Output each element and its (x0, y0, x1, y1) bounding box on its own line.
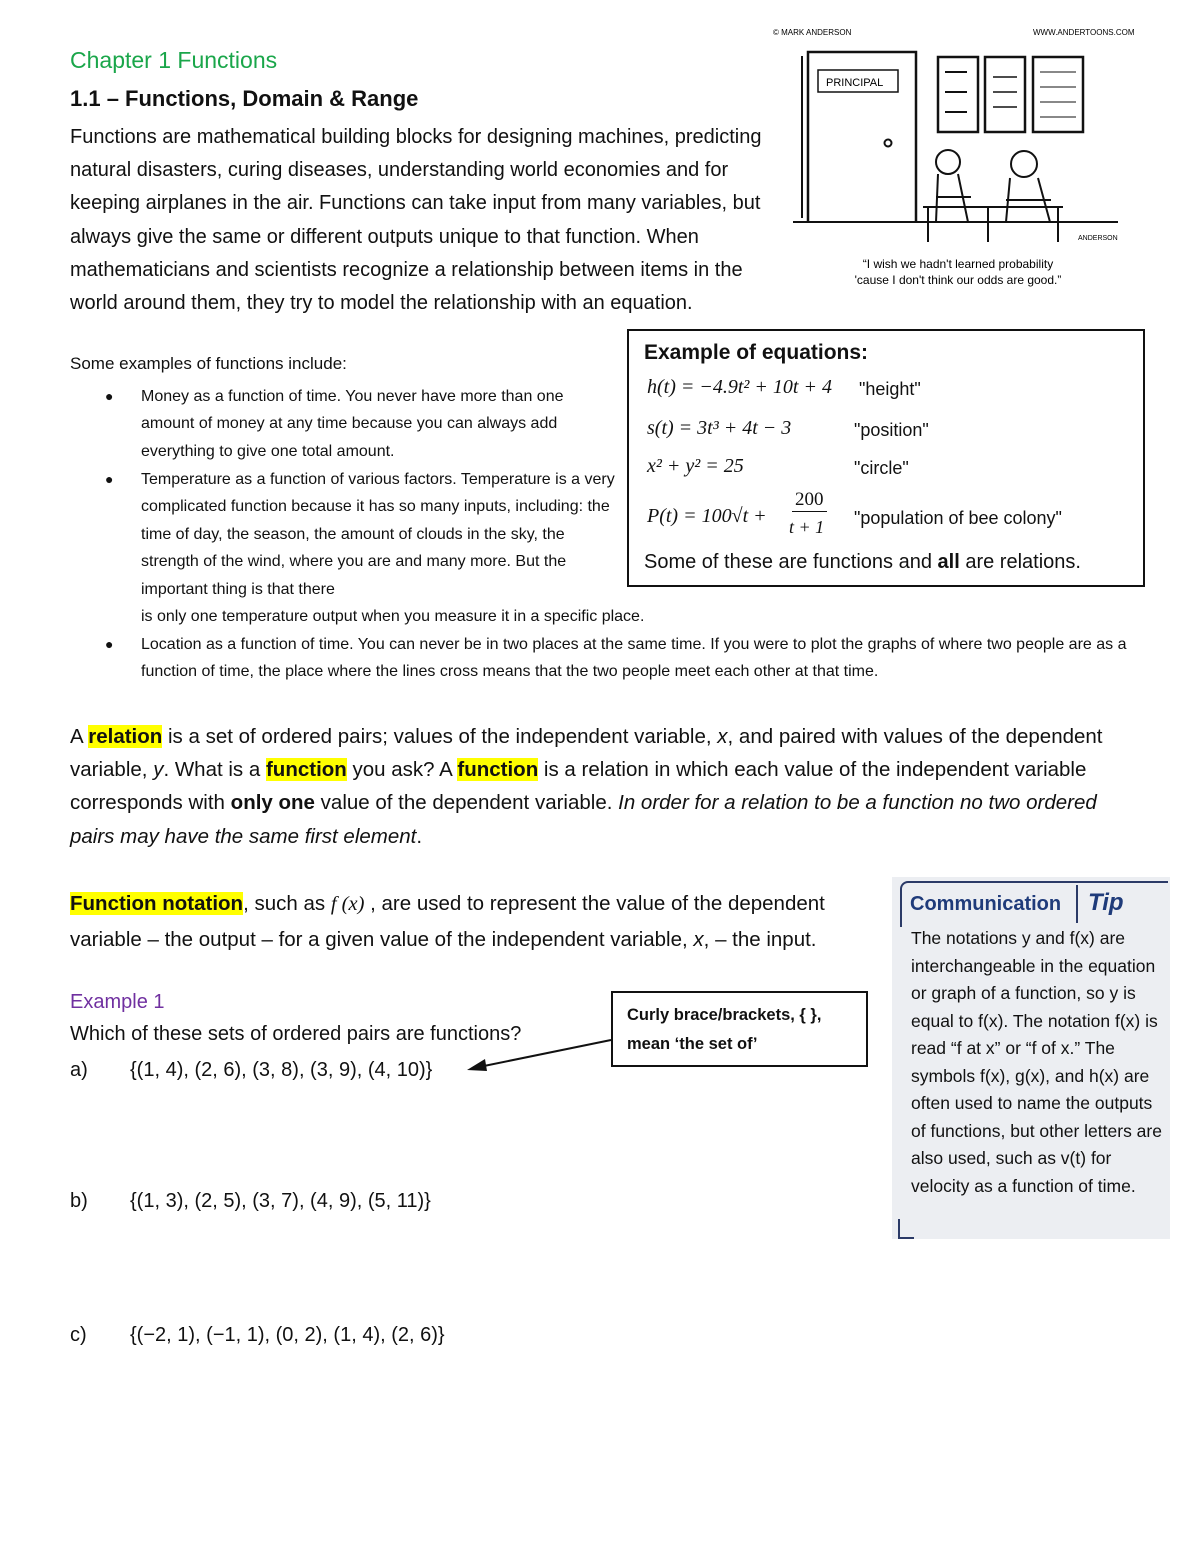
student-right-body (1006, 178, 1051, 222)
rel-y: y (153, 758, 164, 782)
tip-body: The notations y and f(x) are interchangeable in the equation or graph of a function, so y is equal to f(x). The notation f(x) is read “f at x” or “f of x.” The symbols f(x), g(x), and h(x) are often used to name the outputs of functions, but other letters are also used, such as v(t) for velocity as a function of time. (911, 928, 1162, 1196)
not-x: x (693, 928, 704, 951)
cartoon-caption-1: “I wish we hadn't learned probability (862, 257, 1054, 271)
term-function-1: function (265, 758, 347, 782)
section-title: 1.1 – Functions, Domain & Range (70, 86, 419, 111)
not-t1: , such as (243, 892, 331, 915)
curly-brace-note (611, 991, 868, 1067)
curly-note-line1: Curly brace/brackets, { }, (627, 1006, 822, 1024)
cartoon-caption-2: 'cause I don't think our odds are good.” (854, 273, 1062, 287)
arrow-head (467, 1059, 487, 1071)
equations-title: Example of equations: (644, 341, 869, 364)
item-b-label: b) (70, 1190, 88, 1212)
equation-population-lhs: P(t) = 100√t + (647, 505, 767, 527)
door-knob (885, 140, 892, 147)
term-function-2: function (457, 758, 539, 782)
label-circle: "circle" (854, 458, 909, 478)
curly-note-line2: mean ‘the set of’ (627, 1035, 758, 1053)
label-population: "population of bee colony" (854, 508, 1062, 528)
cartoon-site: WWW.ANDERTOONS.COM (1033, 28, 1135, 37)
example-question: Which of these sets of ordered pairs are functions? (70, 1023, 522, 1045)
board-1-notes (945, 72, 967, 112)
equation-population (647, 505, 767, 528)
tip-header-divider (1076, 885, 1078, 923)
student-left-head (936, 150, 960, 174)
rel-t6: is a relation in which each value of the independent variable corresponds with (70, 758, 1087, 815)
bullet-temperature (105, 466, 621, 603)
label-height: "height" (859, 379, 921, 399)
arrow-line (479, 1040, 611, 1067)
chapter-title: Chapter 1 Functions (70, 47, 278, 73)
note-post: are relations. (959, 551, 1081, 573)
tip-heading-tip: Tip (1088, 889, 1124, 916)
item-c-label: c) (70, 1324, 87, 1346)
note-pre: Some of these are functions and (644, 551, 938, 573)
bullet-dot: ● (105, 388, 114, 404)
board-3-notes (1040, 72, 1076, 117)
board-3 (1033, 57, 1083, 132)
bullet-dot: ● (105, 636, 114, 652)
rel-t5: you ask? A (346, 758, 458, 782)
tip-heading-communication: Communication (910, 893, 1062, 915)
intro-paragraph: Functions are mathematical building blocks for designing machines, predicting natural disasters, curing diseases, understanding world economies and for keeping airplanes in the air. Functions can take input from many variables, but always give the same or different outputs unique to that function. When mathematicians and scientists recognize a relationship between items in the world around them, they try to model the relationship with an equation. (70, 126, 762, 315)
not-t2: , are used to represent the value of the dependent variable – the output – for a given value of the independent variable, (70, 892, 825, 951)
rel-t4: . What is a (163, 758, 266, 782)
item-b-set: {(1, 3), (2, 5), (3, 7), (4, 9), (5, 11)} (130, 1190, 431, 1212)
board-2 (985, 57, 1025, 132)
cartoon-illustration (773, 22, 1135, 322)
item-a-set: {(1, 4), (2, 6), (3, 8), (3, 9), (4, 10)} (130, 1059, 433, 1081)
notation-paragraph (70, 886, 880, 958)
door-sign-text: PRINCIPAL (826, 77, 884, 89)
bullet-location (105, 631, 1161, 686)
equation-height: h(t) = −4.9t² + 10t + 4 (647, 376, 832, 398)
communication-tip-box (892, 877, 1170, 1239)
equation-population-denominator: t + 1 (789, 517, 825, 537)
examples-heading: Some examples of functions include: (70, 354, 347, 373)
note-bold: all (937, 551, 960, 573)
bullet-dot: ● (105, 471, 114, 487)
not-fx: f (x) (330, 893, 365, 915)
board-2-notes (993, 77, 1017, 107)
rel-t1: A (70, 725, 89, 748)
bullet-money-text: Money as a function of time. You never have more than one amount of money at any time because you can always add everything to give one total amount. (141, 388, 564, 460)
tip-corner (898, 1219, 914, 1239)
equations-note (644, 551, 1081, 574)
bullet-money (105, 383, 611, 465)
rel-t8: . (416, 824, 423, 848)
equation-circle: x² + y² = 25 (647, 455, 744, 477)
rel-only-one: only one (230, 791, 315, 815)
cartoon-signature: ANDERSON (1078, 235, 1118, 242)
rel-italic: In order for a relation to be a function no two ordered pairs may have the same first element (70, 791, 1097, 848)
equation-population-numerator: 200 (792, 489, 827, 512)
arrow-to-set (465, 1030, 615, 1075)
label-position: "position" (854, 420, 929, 440)
rel-t3: , and paired with values of the dependent variable, (70, 725, 1103, 782)
term-function-notation: Function notation (70, 892, 244, 915)
relation-paragraph (70, 720, 1140, 853)
rel-t2: is a set of ordered pairs; values of the independent variable, (162, 725, 718, 748)
equations-box (627, 329, 1145, 587)
rel-x: x (717, 725, 728, 748)
equation-position: s(t) = 3t³ + 4t − 3 (647, 417, 792, 439)
bench (923, 207, 1063, 242)
bullet-temperature-end: is only one temperature output when you measure it in a specific place. (141, 608, 645, 625)
cartoon-copyright: © MARK ANDERSON (773, 28, 852, 37)
bullet-location-text: Location as a function of time. You can never be in two places at the same time. If you were to plot the graphs of where two people are as a function of time, the place where the lines cross means that the two people meet each other at that time. (141, 636, 1127, 681)
item-c-set: {(−2, 1), (−1, 1), (0, 2), (1, 4), (2, 6)} (130, 1324, 445, 1346)
bullet-temperature-text: Temperature as a function of various factors. Temperature is a very complicated function because it has so many inputs, including: the time of day, the season, the amount of clouds in the sky, the strength of the wind, where you are and many more. But the important thing is that there (141, 471, 615, 598)
student-left-body (936, 174, 971, 222)
term-relation: relation (88, 725, 163, 748)
item-a-label: a) (70, 1059, 88, 1081)
rel-t7: value of the dependent variable. (314, 791, 619, 815)
board-1 (938, 57, 978, 132)
student-right-head (1011, 151, 1037, 177)
example-title: Example 1 (70, 991, 165, 1013)
not-t3: , – the input. (703, 928, 817, 951)
